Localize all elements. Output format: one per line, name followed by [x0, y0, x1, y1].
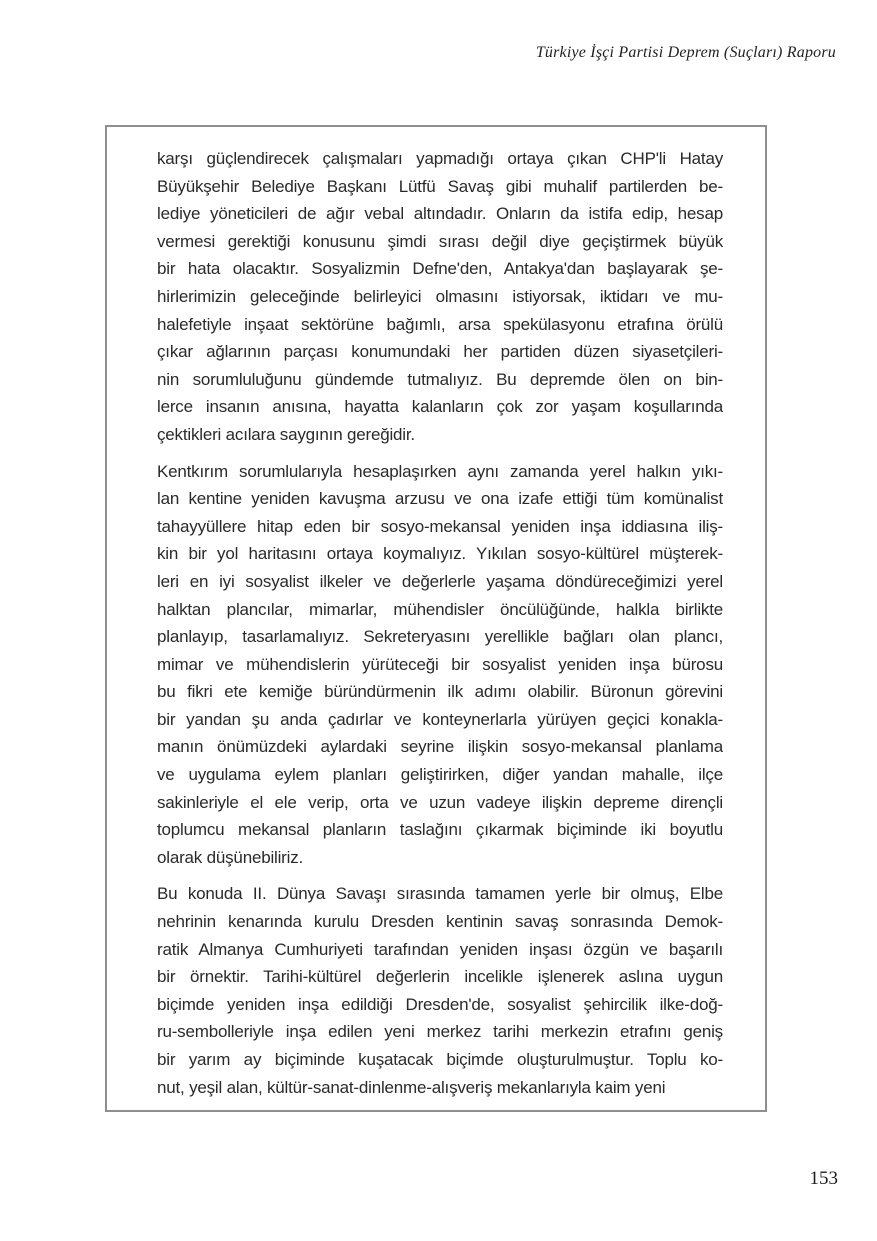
text-line: sakinleriyle el ele verip, orta ve uzun vadeye ilişkin depreme dirençli: [157, 792, 723, 812]
paragraph: [157, 458, 723, 872]
text-line: lan kentine yeniden kavuşma arzusu ve ona izafe ettiği tüm komünalist: [157, 489, 723, 509]
text-line: karşı güçlendirecek çalışmaları yapmadığı ortaya çıkan CHP'li Hatay: [157, 149, 723, 168]
text-line: lerce insanın anısına, hayatta kalanların çok zor yaşam koşullarında: [157, 397, 723, 417]
text-line: bir yandan şu anda çadırlar ve konteynerlarla yürüyen geçici konakla-: [157, 709, 723, 729]
text-line: nin sorumluluğunu gündemde tutmalıyız. Bu depremde ölen on bin-: [157, 369, 723, 389]
text-line: toplumcu mekansal planların taslağını çıkarmak biçiminde iki boyutlu: [157, 820, 723, 840]
text-line: Büyükşehir Belediye Başkanı Lütfü Savaş gibi muhalif partilerden be-: [157, 176, 723, 196]
text-line: ru-sembolleriyle inşa edilen yeni merkez tarihi merkezin etrafını geniş: [157, 1022, 723, 1042]
text-line: Kentkırım sorumlularıyla hesaplaşırken aynı zamanda yerel halkın yıkı-: [157, 461, 723, 481]
text-paragraphs: [157, 145, 723, 1101]
text-line: bir yarım ay biçiminde kuşatacak biçimde oluşturulmuştur. Toplu ko-: [157, 1050, 723, 1069]
paragraph: [157, 880, 723, 1101]
running-header: Türkiye İşçi Partisi Deprem (Suçları) Raporu: [535, 44, 836, 61]
text-line: hirlerimizin geleceğinde belirleyici olmasını istiyorsak, iktidarı ve mu-: [157, 286, 723, 306]
text-line: vermesi gerektiği konusunu şimdi sırası değil diye geçiştirmek büyük: [157, 231, 723, 251]
bordered-text-box: [105, 125, 767, 1112]
text-line: bir hata olacaktır. Sosyalizmin Defne'den, Antakya'dan başlayarak şe-: [157, 259, 723, 279]
text-line: biçimde yeniden inşa edildiği Dresden'de, sosyalist şehircilik ilke-doğ-: [157, 994, 723, 1014]
text-line: tahayyüllere hitap eden bir sosyo-mekansal yeniden inşa iddiasına iliş-: [157, 516, 723, 536]
text-line: halefetiyle inşaat sektörüne bağımlı, arsa spekülasyonu etrafına örülü: [157, 314, 723, 334]
text-line: manın önümüzdeki aylardaki seyrine ilişkin sosyo-mekansal planlama: [157, 737, 723, 757]
text-line: mimar ve mühendislerin yürüteceği bir sosyalist yeniden inşa bürosu: [157, 654, 723, 674]
text-line: ve uygulama eylem planları geliştirirken, diğer yandan mahalle, ilçe: [157, 765, 723, 785]
text-line: planlayıp, tasarlamalıyız. Sekreteryasını yerellikle bağları olan plancı,: [157, 627, 723, 647]
paragraph: [157, 145, 723, 449]
text-line: olarak düşünebiliriz.: [157, 847, 304, 867]
text-line: nehrinin kenarında kurulu Dresden kentinin savaş sonrasında Demok-: [157, 912, 723, 932]
text-line: nut, yeşil alan, kültür-sanat-dinlenme-alışveriş mekanlarıyla kaim yeni: [157, 1077, 666, 1097]
text-line: lediye yöneticileri de ağır vebal altındadır. Onların da istifa edip, hesap: [157, 204, 723, 224]
text-line: halktan plancılar, mimarlar, mühendisler öncülüğünde, halkla birlikte: [157, 599, 723, 619]
text-line: Bu konuda II. Dünya Savaşı sırasında tamamen yerle bir olmuş, Elbe: [157, 884, 723, 904]
text-line: çektikleri acılara saygının gereğidir.: [157, 424, 415, 444]
text-line: bir örnektir. Tarihi-kültürel değerlerin incelikle işlenerek aslına uygun: [157, 967, 723, 987]
text-line: bu fikri ete kemiğe büründürmenin ilk adımı olabilir. Büronun görevini: [157, 682, 723, 702]
text-line: ratik Almanya Cumhuriyeti tarafından yeniden inşası özgün ve başarılı: [157, 939, 723, 959]
text-line: leri en iyi sosyalist ilkeler ve değerlerle yaşama döndüreceğimizi yerel: [157, 571, 723, 591]
text-line: çıkar ağlarının parçası konumundaki her partiden düzen siyasetçileri-: [157, 342, 723, 362]
page-number: 153: [809, 1168, 838, 1189]
text-line: kin bir yol haritasını ortaya koymalıyız. Yıkılan sosyo-kültürel müşterek-: [157, 544, 723, 564]
